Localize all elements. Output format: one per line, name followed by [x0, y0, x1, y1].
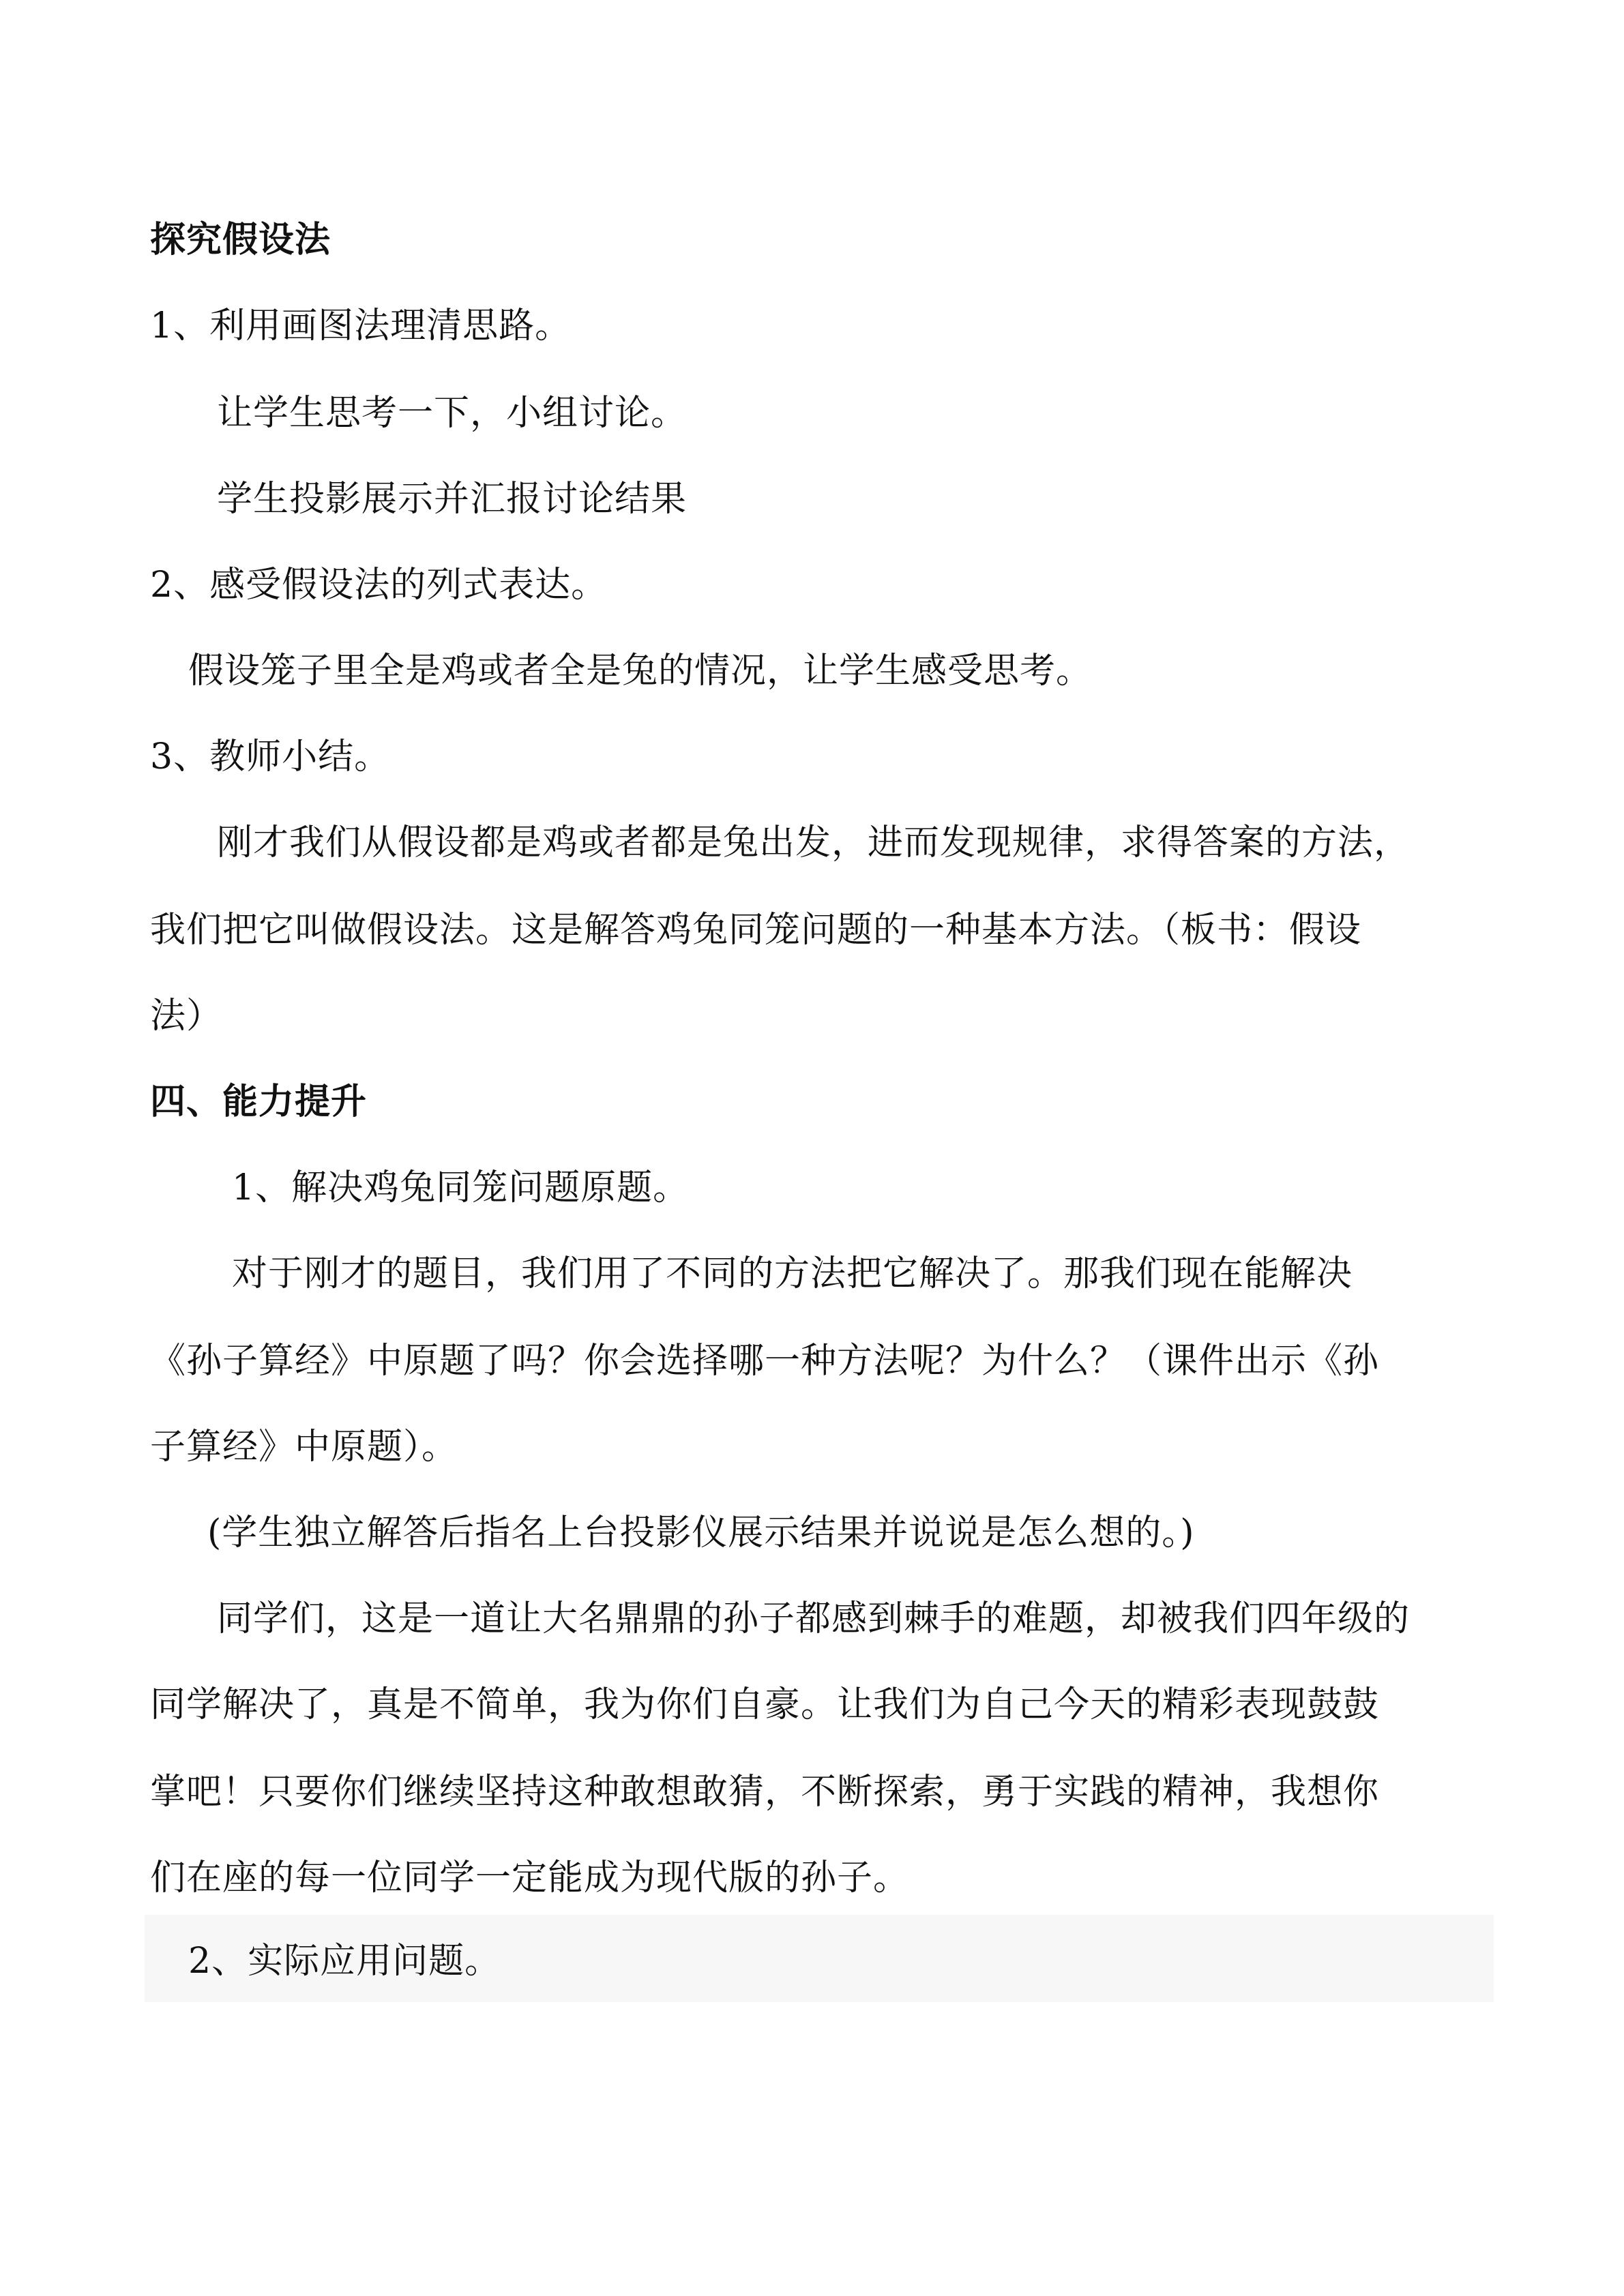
s4-para1-line3: 子算经》中原题）。 [150, 1427, 458, 1467]
summary-line2: 我们把它叫做假设法。这是解答鸡兔同笼问题的一种基本方法。（板书：假设 [150, 910, 1362, 951]
s4-para3-line2: 同学解决了，真是不简单，我为你们自豪。让我们为自己今天的精彩表现鼓鼓 [150, 1684, 1380, 1725]
step3-title: 3、教师小结。 [150, 736, 391, 777]
step2-title: 2、感受假设法的列式表达。 [150, 565, 608, 606]
summary-line1: 刚才我们从假设都是鸡或者都是兔出发，进而发现规律，求得答案的方法， [217, 822, 1411, 863]
s4-para2: (学生独立解答后指名上台投影仪展示结果并说说是怎么想的。) [207, 1512, 1195, 1553]
s4-para3-line4: 们在座的每一位同学一定能成为现代版的孙子。 [150, 1858, 910, 1898]
s4-para1-line1: 对于刚才的题目，我们用了不同的方法把它解决了。那我们现在能解决 [232, 1253, 1353, 1294]
s4-para1-line2: 《孙子算经》中原题了吗？你会选择哪一种方法呢？为什么？（课件出示《孙 [150, 1341, 1380, 1382]
summary-line3: 法） [150, 996, 223, 1037]
step2-line1: 假设笼子里全是鸡或者全是兔的情况，让学生感受思考。 [188, 651, 1093, 691]
s4-para3-line3: 掌吧！只要你们继续坚持这种敢想敢猜，不断探索，勇于实践的精神，我想你 [150, 1772, 1380, 1813]
s4-item2-title: 2、实际应用问题。 [188, 1941, 501, 1982]
s4-item1-title: 1、解决鸡兔同笼问题原题。 [232, 1167, 690, 1208]
s4-para3-line1: 同学们，这是一道让大名鼎鼎的孙子都感到棘手的难题，却被我们四年级的 [217, 1598, 1411, 1639]
step1-line2: 学生投影展示并汇报讨论结果 [217, 479, 688, 520]
heading-explore-hypothesis: 探究假设法 [150, 219, 331, 260]
step1-line1: 让学生思考一下，小组讨论。 [217, 393, 688, 434]
step1-title: 1、利用画图法理清思路。 [150, 305, 572, 346]
section4-heading: 四、能力提升 [150, 1081, 368, 1122]
